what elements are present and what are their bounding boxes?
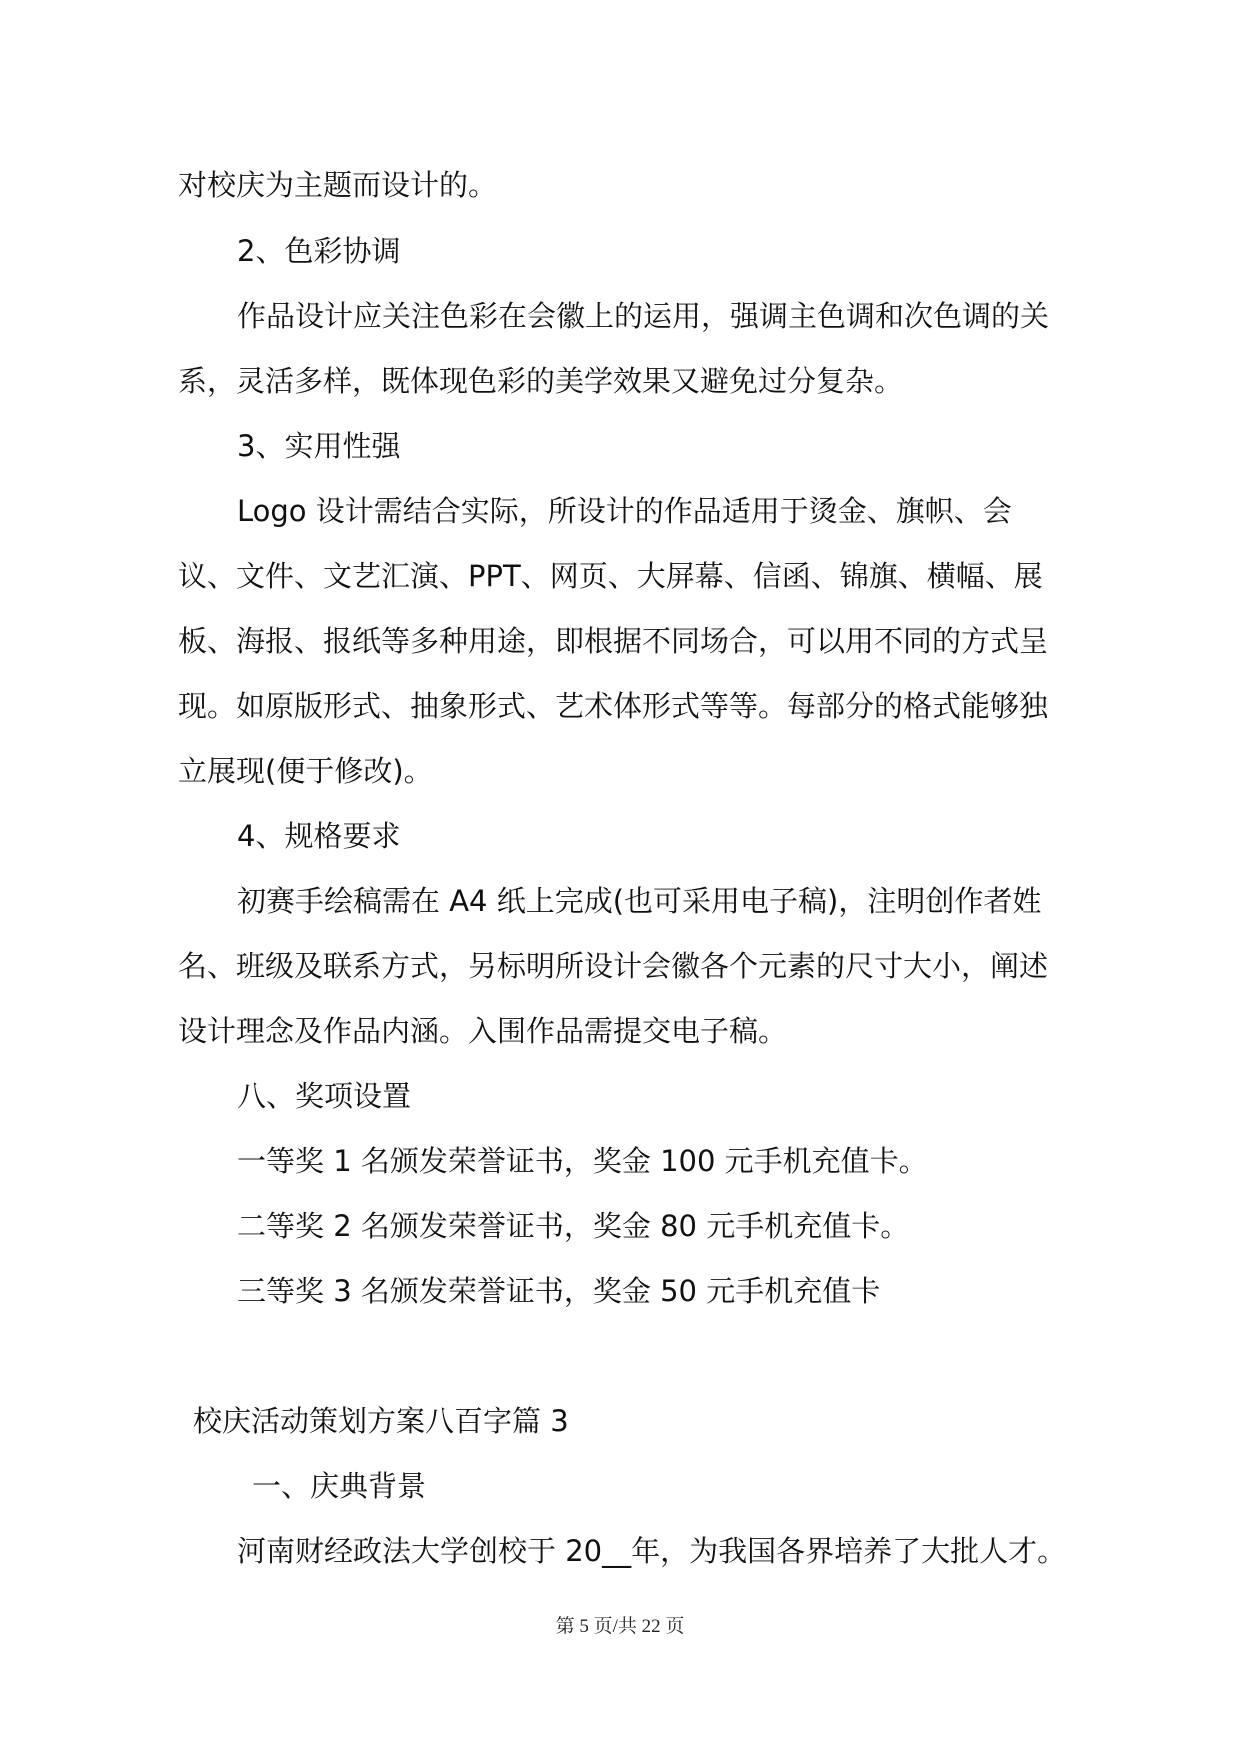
article-title: 校庆活动策划方案八百字篇 3 bbox=[193, 1404, 569, 1438]
text-line-3: 作品设计应关注色彩在会徽上的运用，强调主色调和次色调的关 bbox=[237, 299, 1050, 333]
award-third: 三等奖 3 名颁发荣誉证书，奖金 50 元手机充值卡 bbox=[237, 1274, 881, 1308]
section-heading-color: 2、色彩协调 bbox=[237, 234, 401, 268]
text-line-9: 现。如原版形式、抽象形式、艺术体形式等等。每部分的格式能够独 bbox=[178, 689, 1049, 723]
text-line-10: 立展现(便于修改)。 bbox=[178, 754, 433, 788]
section-heading-awards: 八、奖项设置 bbox=[237, 1079, 412, 1113]
text-line-1: 对校庆为主题而设计的。 bbox=[178, 168, 498, 202]
text-line-4: 系，灵活多样，既体现色彩的美学效果又避免过分复杂。 bbox=[178, 364, 904, 398]
page-number: 第 5 页/共 22 页 bbox=[555, 1616, 685, 1637]
text-line-14: 设计理念及作品内涵。入围作品需提交电子稿。 bbox=[178, 1014, 788, 1048]
award-first: 一等奖 1 名颁发荣誉证书，奖金 100 元手机充值卡。 bbox=[237, 1144, 928, 1178]
text-line-21: 河南财经政法大学创校于 20__年，为我国各界培养了大批人才。 bbox=[237, 1534, 1067, 1568]
text-line-7: 议、文件、文艺汇演、PPT、网页、大屏幕、信函、锦旗、横幅、展 bbox=[178, 559, 1043, 593]
section-heading-spec: 4、规格要求 bbox=[237, 819, 401, 853]
text-line-6: Logo 设计需结合实际，所设计的作品适用于烫金、旗帜、会 bbox=[237, 494, 1012, 528]
section-heading-practical: 3、实用性强 bbox=[237, 429, 401, 463]
text-line-13: 名、班级及联系方式，另标明所设计会徽各个元素的尺寸大小，阐述 bbox=[178, 949, 1049, 983]
award-second: 二等奖 2 名颁发荣誉证书，奖金 80 元手机充值卡。 bbox=[237, 1209, 910, 1243]
text-line-12: 初赛手绘稿需在 A4 纸上完成(也可采用电子稿)，注明创作者姓 bbox=[237, 884, 1042, 918]
text-line-8: 板、海报、报纸等多种用途，即根据不同场合，可以用不同的方式呈 bbox=[178, 624, 1049, 658]
section-heading-background: 一、庆典背景 bbox=[252, 1469, 427, 1503]
